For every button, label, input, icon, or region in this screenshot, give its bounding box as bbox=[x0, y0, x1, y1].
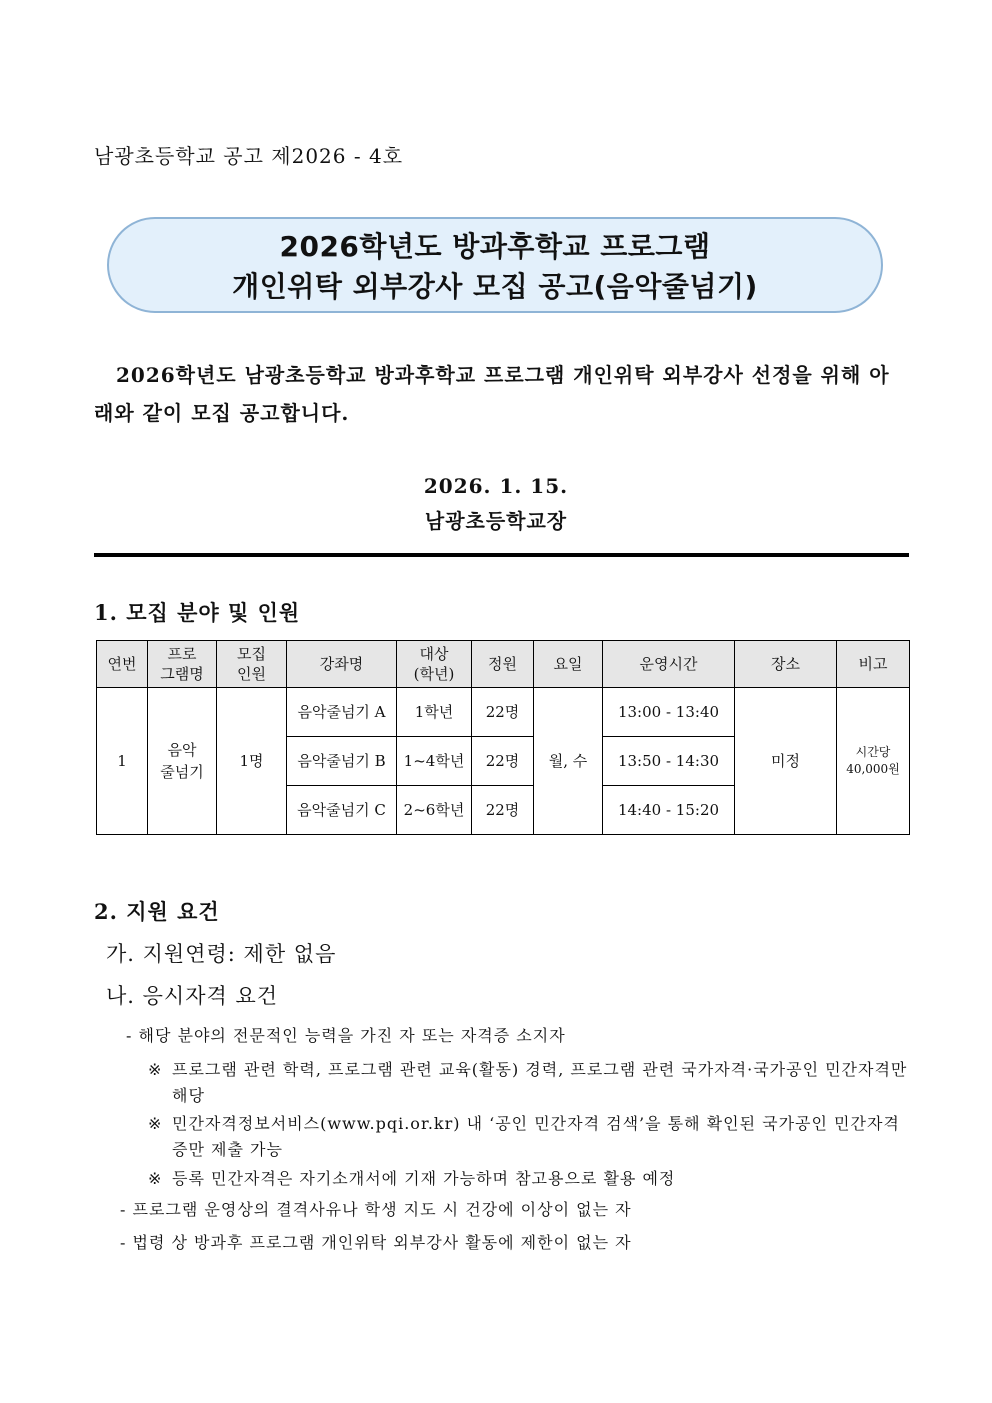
item-qualification: 나. 응시자격 요건 bbox=[106, 984, 279, 1008]
reference-mark-icon: ※ bbox=[148, 1114, 163, 1133]
cell-no: 1 bbox=[97, 688, 148, 835]
cell-course: 음악줄넘기 A bbox=[287, 688, 397, 737]
title-banner bbox=[107, 217, 883, 313]
note-text: 프로그램 관련 학력, 프로그램 관련 교육(활동) 경력, 프로그램 관련 국가자격·국가공인 민간자격만 해당 bbox=[172, 1060, 908, 1105]
intro-paragraph: 2026학년도 남광초등학교 방과후학교 프로그램 개인위탁 외부강사 선정을 위해 아래와 같이 모집 공고합니다. bbox=[94, 363, 890, 425]
table-row bbox=[97, 688, 910, 737]
cell-target: 1~4학년 bbox=[397, 737, 472, 786]
recruitment-table bbox=[96, 640, 910, 835]
section-1-heading: 1. 모집 분야 및 인원 bbox=[94, 600, 301, 625]
item-age: 가. 지원연령: 제한 없음 bbox=[106, 942, 337, 966]
cell-target: 1학년 bbox=[397, 688, 472, 737]
table-header-row bbox=[97, 641, 910, 688]
cell-capacity: 22명 bbox=[472, 786, 534, 835]
note-item bbox=[148, 1057, 908, 1109]
cell-time: 14:40 - 15:20 bbox=[603, 786, 735, 835]
title-line-1: 2026학년도 방과후학교 프로그램 bbox=[279, 230, 711, 263]
reference-mark-icon: ※ bbox=[148, 1169, 163, 1188]
note-item bbox=[148, 1166, 908, 1192]
cell-capacity: 22명 bbox=[472, 737, 534, 786]
note-item bbox=[148, 1111, 908, 1163]
th-time: 운영시간 bbox=[603, 641, 735, 688]
cell-place: 미정 bbox=[735, 688, 837, 835]
th-target: 대상 (학년) bbox=[397, 641, 472, 688]
issuer: 남광초등학교장 bbox=[424, 509, 568, 533]
cell-day: 월, 수 bbox=[534, 688, 603, 835]
cell-note: 시간당 40,000원 bbox=[837, 688, 910, 835]
notice-number: 남광초등학교 공고 제2026 - 4호 bbox=[94, 144, 404, 168]
th-no: 연번 bbox=[97, 641, 148, 688]
section-2-heading: 2. 지원 요건 bbox=[94, 899, 220, 924]
th-course: 강좌명 bbox=[287, 641, 397, 688]
cell-count: 1명 bbox=[217, 688, 287, 835]
cell-course: 음악줄넘기 C bbox=[287, 786, 397, 835]
th-note: 비고 bbox=[837, 641, 910, 688]
cell-target: 2~6학년 bbox=[397, 786, 472, 835]
th-count: 모집 인원 bbox=[217, 641, 287, 688]
reference-mark-icon: ※ bbox=[148, 1060, 163, 1079]
th-place: 장소 bbox=[735, 641, 837, 688]
cell-program: 음악 줄넘기 bbox=[148, 688, 217, 835]
cell-course: 음악줄넘기 B bbox=[287, 737, 397, 786]
note-text: 민간자격정보서비스(www.pqi.or.kr) 내 ‘공인 민간자격 검색’을 통해 확인된 국가공인 민간자격증만 제출 가능 bbox=[172, 1114, 900, 1159]
requirement-line: - 프로그램 운영상의 결격사유나 학생 지도 시 건강에 이상이 없는 자 bbox=[120, 1200, 632, 1219]
requirement-line: - 해당 분야의 전문적인 능력을 가진 자 또는 자격증 소지자 bbox=[126, 1026, 566, 1045]
title-line-2: 개인위탁 외부강사 모집 공고(음악줄넘기) bbox=[232, 270, 758, 303]
cell-time: 13:50 - 14:30 bbox=[603, 737, 735, 786]
th-program: 프로 그램명 bbox=[148, 641, 217, 688]
notice-date: 2026. 1. 15. bbox=[423, 474, 569, 498]
th-capacity: 정원 bbox=[472, 641, 534, 688]
cell-capacity: 22명 bbox=[472, 688, 534, 737]
divider-rule bbox=[94, 553, 909, 557]
th-day: 요일 bbox=[534, 641, 603, 688]
requirement-line: - 법령 상 방과후 프로그램 개인위탁 외부강사 활동에 제한이 없는 자 bbox=[120, 1233, 632, 1252]
note-text: 등록 민간자격은 자기소개서에 기재 가능하며 참고용으로 활용 예정 bbox=[172, 1169, 676, 1188]
cell-time: 13:00 - 13:40 bbox=[603, 688, 735, 737]
